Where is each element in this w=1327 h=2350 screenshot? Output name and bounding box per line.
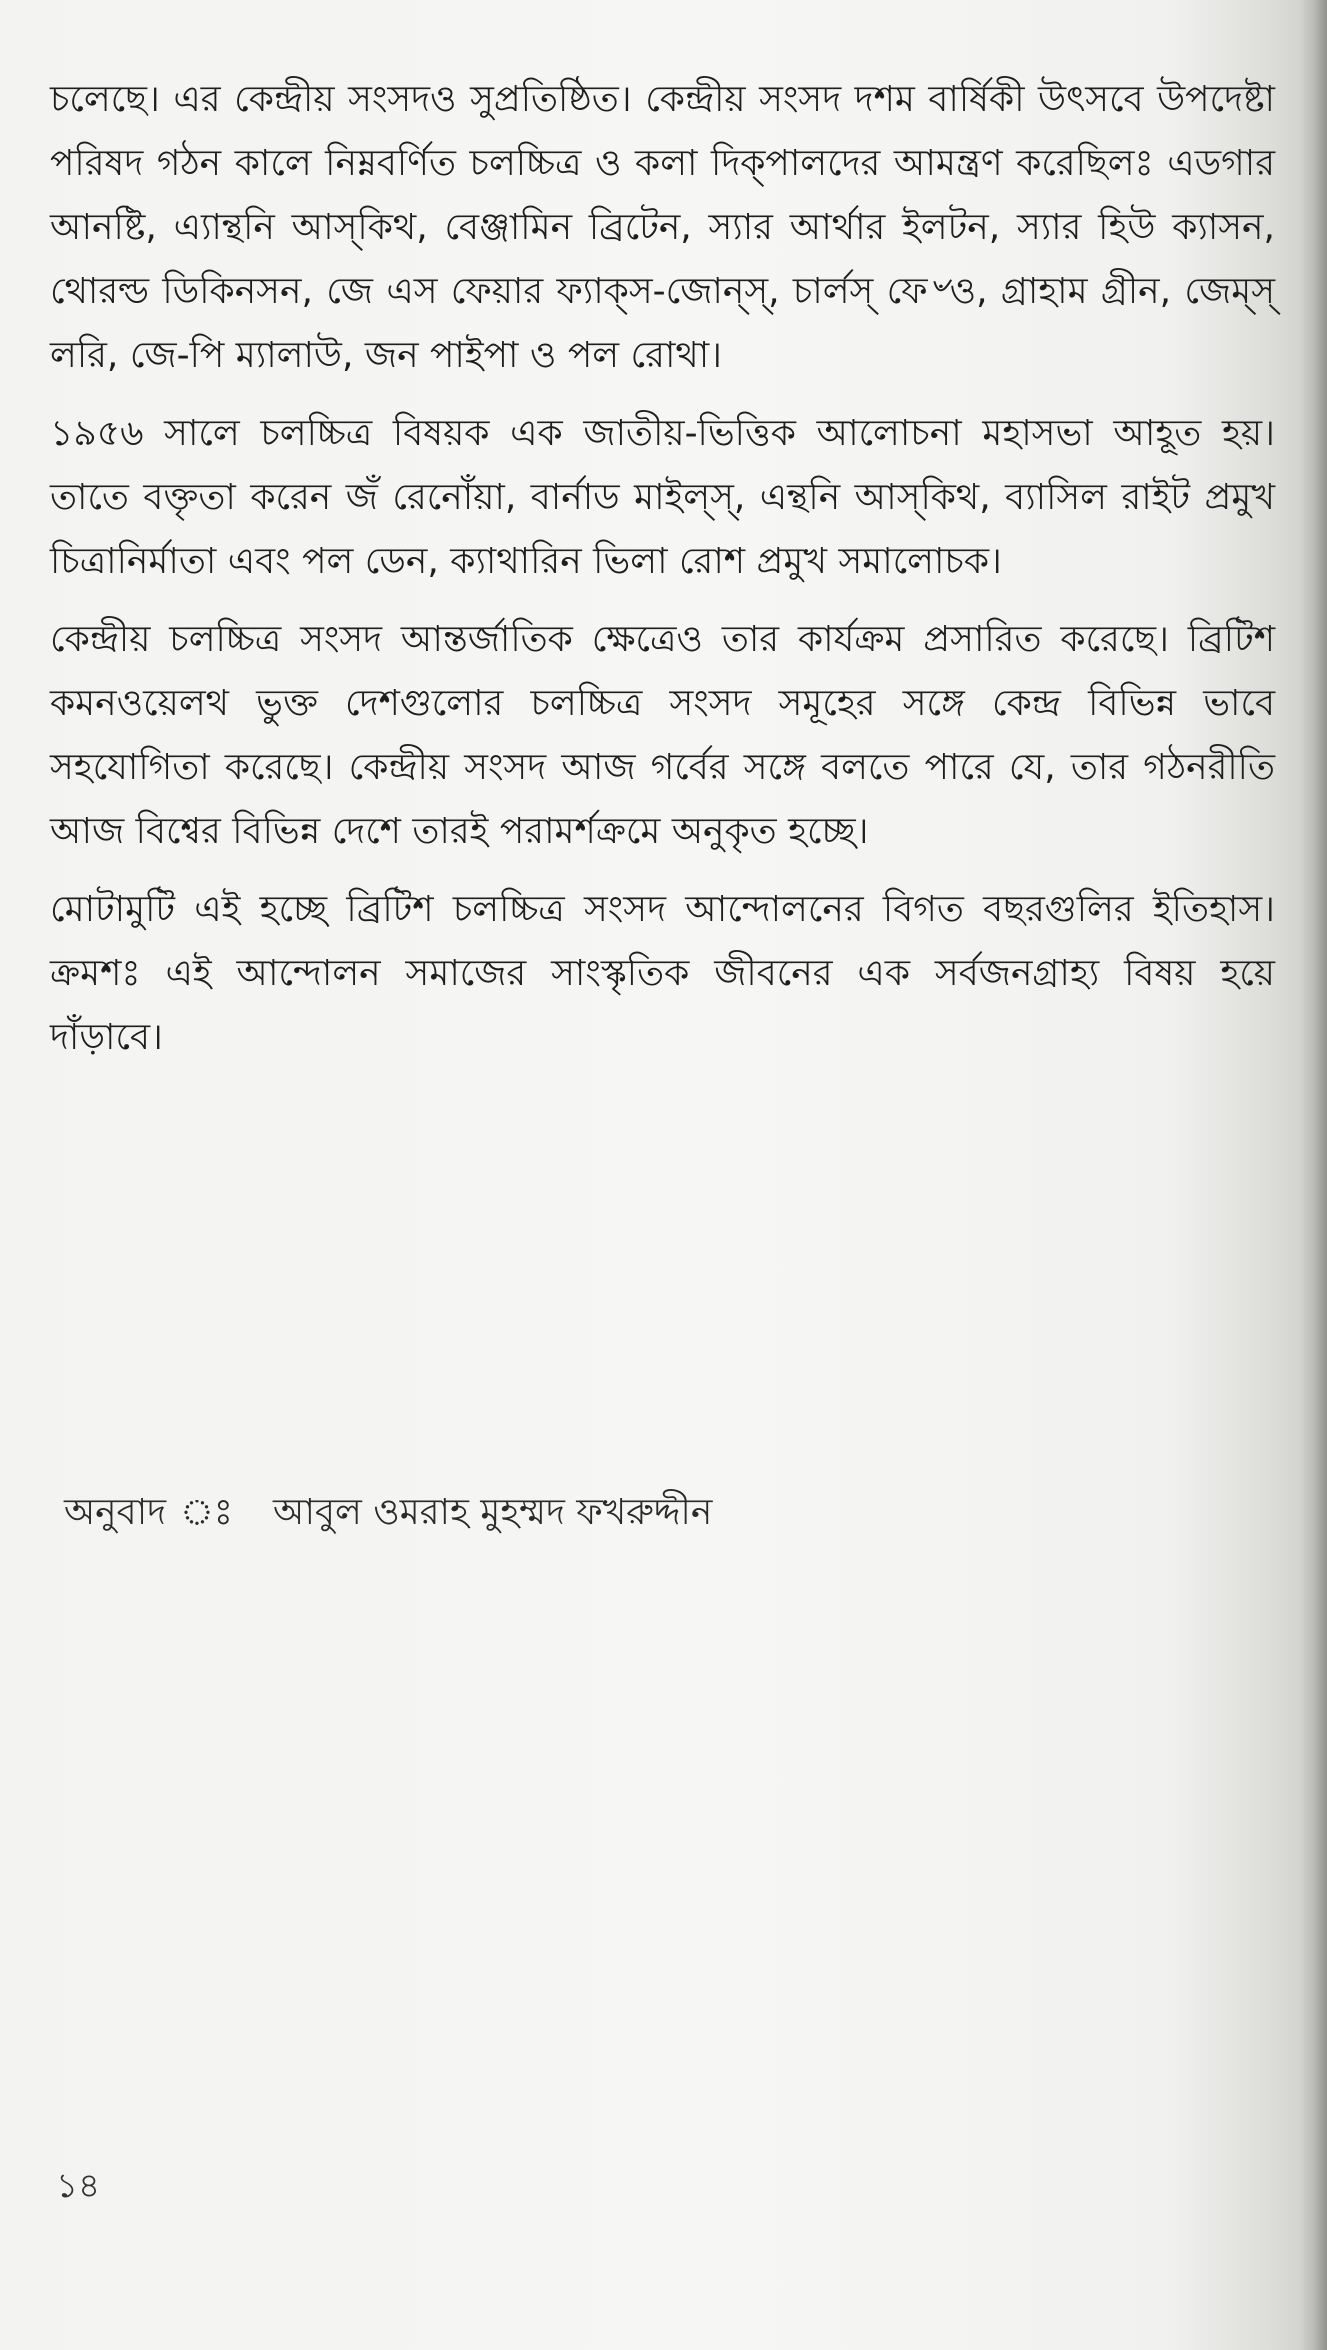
page-spine-shadow — [1299, 0, 1327, 2350]
page-number: ১৪ — [56, 2166, 101, 2206]
paragraph-3: কেন্দ্রীয় চলচ্চিত্র সংসদ আন্তর্জাতিক ক্ষেত্রেও তার কার্যক্রম প্রসারিত করেছে। ব্রিটিশ কমনওয়েলথ ভুক্ত দেশগুলোর চলচ্চিত্র সংসদ সমূহের সঙ্গে কেন্দ্র বিভিন্ন ভাবে সহযোগিতা করেছে। কেন্দ্রীয় সংসদ আজ গর্বের সঙ্গে বলতে পারে যে, তার গঠনরীতি আজ বিশ্বের বিভিন্ন দেশে তারই পরামর্শক্রমে অনুকৃত হচ্ছে। — [50, 619, 1275, 852]
translator-credit — [64, 1485, 712, 1545]
body-text — [50, 68, 1275, 1084]
paragraph-1: চলেছে। এর কেন্দ্রীয় সংসদও সুপ্রতিষ্ঠিত। কেন্দ্রীয় সংসদ দশম বার্ষিকী উৎসবে উপদেষ্টা পরিষদ গঠন কালে নিম্নবর্ণিত চলচ্চিত্র ও কলা দিক্‌পালদের আমন্ত্রণ করেছিলঃ এডগার আনষ্টি, এ্যান্থনি আস্‌কিথ, বেঞ্জামিন ব্রিটেন, স্যার আর্থার ইলটন, স্যার হিউ ক্যাসন, থোরল্ড ডিকিনসন, জে এস ফেয়ার ফ্যাক্‌স-জোন্‌স্‌, চার্লস্‌ ফে৺ও, গ্রাহাম গ্রীন, জেম্‌স্‌ লরি, জে-পি ম্যালাউ, জন পাইপা ও পল রোথা। — [50, 79, 1275, 376]
translator-name: আবুল ওমরাহ মুহম্মদ ফখরুদ্দীন — [272, 1492, 713, 1533]
paragraph-4: মোটামুটি এই হচ্ছে ব্রিটিশ চলচ্চিত্র সংসদ আন্দোলনের বিগত বছরগুলির ইতিহাস। ক্রমশঃ এই আন্দোলন সমাজের সাংস্কৃতিক জীবনের এক সর্বজনগ্রাহ্য বিষয় হয়ে দাঁড়াবে। — [50, 889, 1275, 1058]
paragraph-2: ১৯৫৬ সালে চলচ্চিত্র বিষয়ক এক জাতীয়-ভিত্তিক আলোচনা মহাসভা আহূত হয়। তাতে বক্তৃতা করেন জঁ রেনোঁয়া, বার্নাড মাইল্‌স্‌, এন্থনি আস্‌কিথ, ব্যাসিল রাইট প্রমুখ চিত্রানির্মাতা এবং পল ডেন, ক্যাথারিন ভিলা রোশ প্রমুখ সমালোচক। — [50, 413, 1275, 582]
credit-label: অনুবাদ — [64, 1492, 167, 1533]
credit-separator: ঃ — [180, 1492, 233, 1533]
